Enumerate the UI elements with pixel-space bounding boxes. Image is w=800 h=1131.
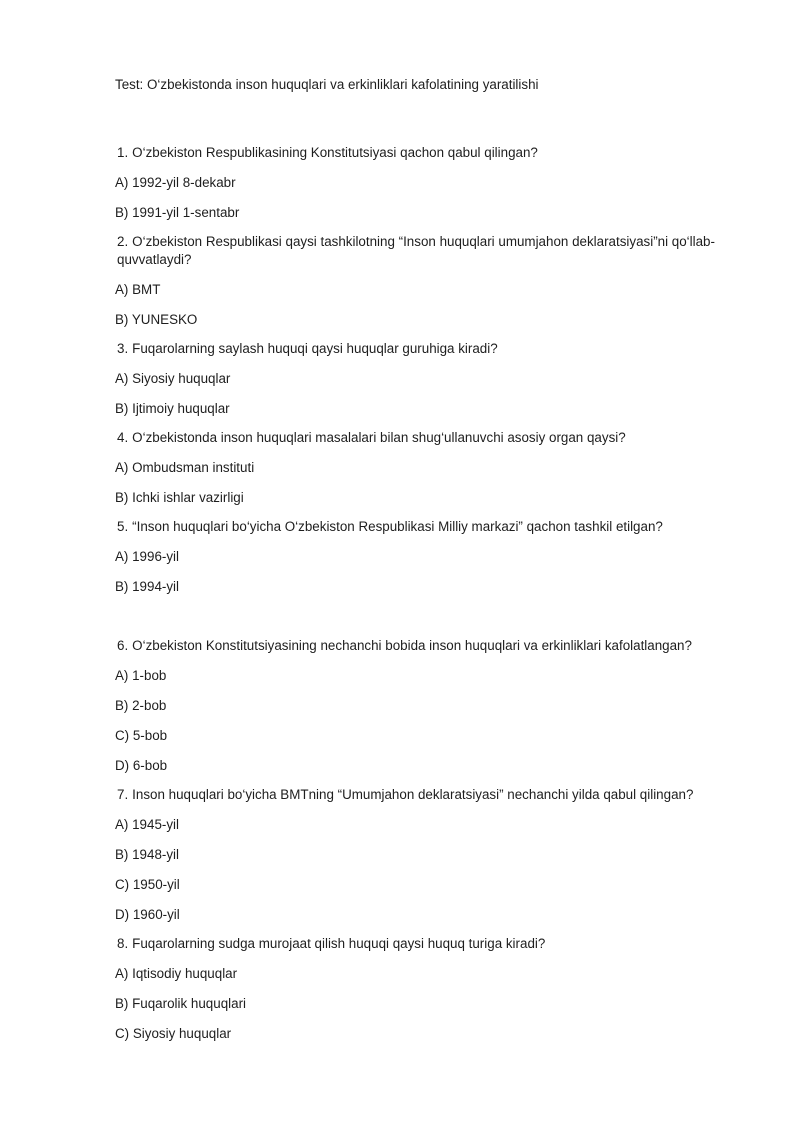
answer-option: B) Ijtimoiy huquqlar xyxy=(115,401,230,416)
answer-option: C) 5-bob xyxy=(115,728,168,743)
question-6 xyxy=(115,637,730,775)
question-4 xyxy=(115,429,730,507)
question-number: 7. xyxy=(117,787,129,802)
question-label: Fuqarolarning saylash huquqi qaysi huquqlar guruhiga kiradi? xyxy=(132,341,498,356)
question-text xyxy=(117,935,730,953)
question-number: 4. xyxy=(117,430,129,445)
question-number: 1. xyxy=(117,145,129,160)
answer-option: B) Ichki ishlar vazirligi xyxy=(115,490,244,505)
answer-option: B) 1994-yil xyxy=(115,579,180,594)
question-label: Inson huquqlari bo‘yicha BMTning “Umumjahon deklaratsiyasi” nechanchi yilda qabul qilingan? xyxy=(132,787,694,802)
question-2 xyxy=(115,233,730,329)
document-title: Test: O‘zbekistonda inson huquqlari va erkinliklari kafolatining yaratilishi xyxy=(115,77,539,92)
answer-option: A) 1992-yil 8-dekabr xyxy=(115,175,236,190)
answer-option: C) 1950-yil xyxy=(115,877,180,892)
answer-option: A) 1945-yil xyxy=(115,817,180,832)
question-text xyxy=(117,429,730,447)
answer-option: B) 2-bob xyxy=(115,698,167,713)
answer-option: B) 1948-yil xyxy=(115,847,180,862)
question-label: O‘zbekiston Respublikasi qaysi tashkilotning “Inson huquqlari umumjahon deklaratsiyasi”ni qo‘llab-quvvatlaydi? xyxy=(117,234,715,267)
spacer xyxy=(115,607,730,637)
question-number: 6. xyxy=(117,638,129,653)
question-text xyxy=(117,637,730,655)
question-label: O‘zbekiston Respublikasining Konstitutsiyasi qachon qabul qilingan? xyxy=(132,145,538,160)
question-text xyxy=(117,340,730,358)
question-label: “Inson huquqlari bo‘yicha O‘zbekiston Respublikasi Milliy markazi” qachon tashkil etilgan? xyxy=(132,519,663,534)
question-label: Fuqarolarning sudga murojaat qilish huquqi qaysi huquq turiga kiradi? xyxy=(132,936,546,951)
answer-option: A) 1996-yil xyxy=(115,549,180,564)
question-text xyxy=(117,786,730,804)
answer-option: D) 1960-yil xyxy=(115,907,180,922)
question-1 xyxy=(115,144,730,222)
question-8 xyxy=(115,935,730,1043)
answer-option: A) Siyosiy huquqlar xyxy=(115,371,231,386)
question-number: 5. xyxy=(117,519,129,534)
question-7 xyxy=(115,786,730,924)
answer-option: B) YUNESKO xyxy=(115,312,198,327)
answer-option: A) BMT xyxy=(115,282,161,297)
question-number: 2. xyxy=(117,234,129,249)
question-label: O‘zbekiston Konstitutsiyasining nechanchi bobida inson huquqlari va erkinliklari kafolatlangan? xyxy=(132,638,692,653)
question-text xyxy=(117,518,730,536)
answer-option: B) Fuqarolik huquqlari xyxy=(115,996,246,1011)
answer-option: B) 1991-yil 1-sentabr xyxy=(115,205,240,220)
question-text xyxy=(117,233,730,269)
question-text xyxy=(117,144,730,162)
question-5 xyxy=(115,518,730,596)
question-number: 8. xyxy=(117,936,129,951)
question-3 xyxy=(115,340,730,418)
answer-option: A) 1-bob xyxy=(115,668,167,683)
question-number: 3. xyxy=(117,341,129,356)
answer-option: C) Siyosiy huquqlar xyxy=(115,1026,232,1041)
answer-option: D) 6-bob xyxy=(115,758,168,773)
answer-option: A) Iqtisodiy huquqlar xyxy=(115,966,238,981)
answer-option: A) Ombudsman instituti xyxy=(115,460,255,475)
question-label: O‘zbekistonda inson huquqlari masalalari bilan shug‘ullanuvchi asosiy organ qaysi? xyxy=(132,430,626,445)
